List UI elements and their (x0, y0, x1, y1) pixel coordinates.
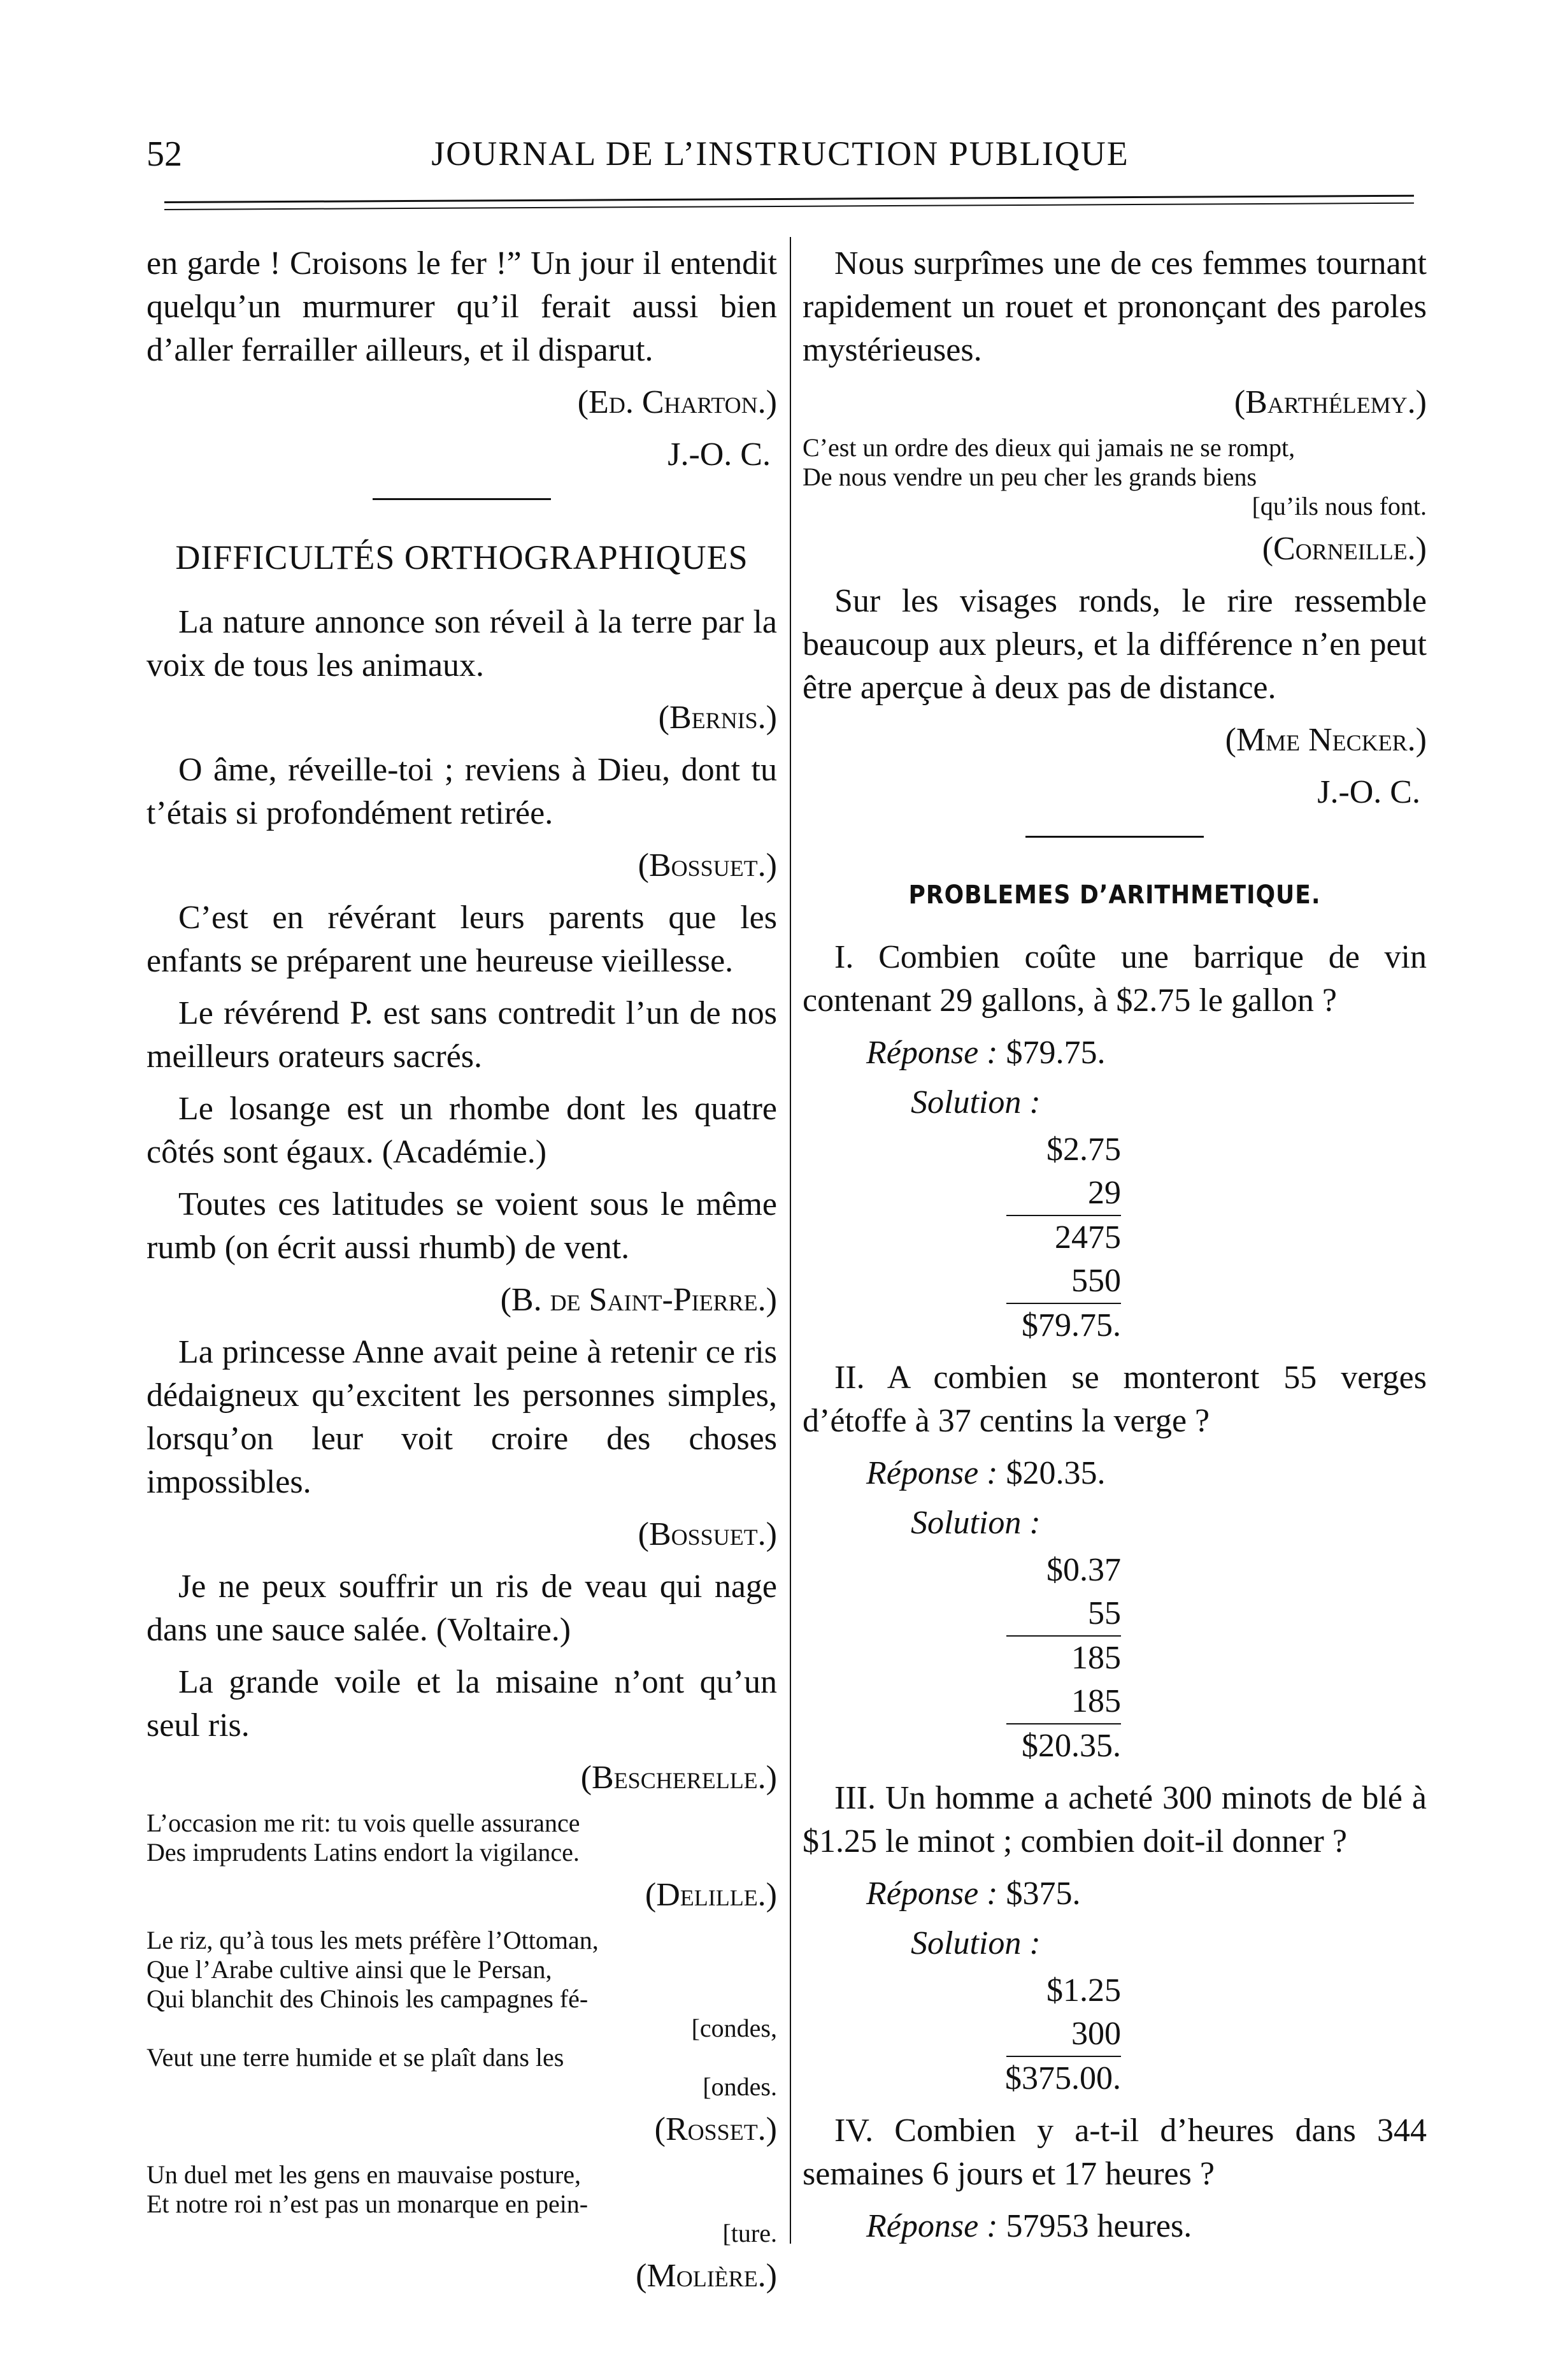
quote-2-attribution: (Corneille.) (1262, 531, 1427, 567)
verse-continuation: [condes, (691, 2014, 777, 2042)
verse-line: Veut une terre humide et se plaît dans les (146, 2043, 564, 2072)
entry-1-attribution: (Bernis.) (658, 699, 777, 736)
verse-line: Un duel met les gens en mauvaise posture, (146, 2160, 582, 2189)
calc-line: $79.75. (1022, 1307, 1121, 1344)
problem-3-answer (803, 1872, 1427, 1916)
problem-1-answer (803, 1031, 1427, 1075)
verse-line: Et notre roi n’est pas un monarque en pein- (146, 2190, 589, 2218)
calc-line: 300 (1071, 2016, 1121, 2052)
quote-3-attribution: (Mme Necker.) (1225, 722, 1427, 758)
section-heading: DIFFICULTÉS ORTHOGRAPHIQUES (175, 538, 748, 577)
left-column (146, 242, 777, 2307)
entry-7: La princesse Anne avait peine à retenir ce ris dédaigneux qu’excitent les personnes simples, lorsqu’on leur voit croire des choses impossibles. (146, 1334, 777, 1500)
calc-line: 185 (1071, 1640, 1121, 1676)
entry-4: Le révérend P. est sans contredit l’un de nos meilleurs orateurs sacrés. (146, 995, 777, 1075)
verse-line: Que l’Arabe cultive ainsi que le Persan, (146, 1955, 552, 1984)
problem-2: II. A combien se monteront 55 verges d’étoffe à 37 centins la verge ? (803, 1359, 1427, 1439)
page-header (146, 134, 1414, 185)
header-rule (164, 195, 1414, 203)
entry-6-attribution: (B. de Saint-Pierre.) (500, 1282, 777, 1318)
answer-label: Réponse : (866, 1875, 998, 1912)
problem-2-calc (803, 1549, 1427, 1768)
verse-line: De nous vendre un peu cher les grands biens (803, 462, 1257, 491)
entry-1: La nature annonce son réveil à la terre par la voix de tous les animaux. (146, 604, 777, 684)
calc-line: $375.00. (1005, 2060, 1121, 2097)
problems-heading: PROBLEMES D’ARITHMETIQUE. (908, 880, 1321, 910)
answer-label: Réponse : (866, 1455, 998, 1491)
verse-line: C’est un ordre des dieux qui jamais ne se rompt, (803, 433, 1296, 462)
answer-value: $375. (1006, 1875, 1081, 1912)
answer-value: $79.75. (1006, 1035, 1106, 1071)
verse-continuation: [ture. (722, 2219, 777, 2247)
problem-1: I. Combien coûte une barrique de vin contenant 29 gallons, à $2.75 le gallon ? (803, 939, 1427, 1019)
calc-line: 2475 (1055, 1219, 1121, 1256)
opening-paragraph: en garde ! Croisons le fer !” Un jour il entendit quelqu’un murmurer qu’il ferait aussi bien d’aller ferrailler ailleurs, et il disparut. (146, 245, 777, 368)
answer-value: $20.35. (1006, 1455, 1106, 1491)
verse-1 (146, 1809, 777, 1867)
answer-value: 57953 heures. (1006, 2208, 1192, 2244)
calc-line: $1.25 (1046, 1972, 1121, 2009)
right-signature: J.-O. C. (1317, 774, 1420, 810)
entry-9: La grande voile et la misaine n’ont qu’un seul ris. (146, 1664, 777, 1744)
section-divider (373, 498, 551, 500)
answer-label: Réponse : (866, 1035, 998, 1071)
verse-3 (146, 2160, 777, 2248)
entry-3: C’est en révérant leurs parents que les enfants se préparent une heureuse vieillesse. (146, 900, 777, 979)
entry-7-attribution: (Bossuet.) (638, 1516, 777, 1552)
calc-line: 29 (1088, 1175, 1121, 1211)
verse-continuation: [qu’ils nous font. (1252, 492, 1427, 520)
calc-line: $20.35. (1022, 1728, 1121, 1764)
column-divider (790, 237, 791, 2244)
opening-attribution: (Ed. Charton.) (577, 384, 777, 420)
entry-5: Le losange est un rhombe dont les quatre côtés sont égaux. (Académie.) (146, 1091, 777, 1170)
right-column (803, 242, 1427, 2255)
calc-line: 550 (1071, 1263, 1121, 1299)
quote-1: Nous surprîmes une de ces femmes tournant rapidement un rouet et prononçant des paroles mystérieuses. (803, 245, 1427, 368)
problem-4: IV. Combien y a-t-il d’heures dans 344 semaines 6 jours et 17 heures ? (803, 2112, 1427, 2192)
header-rule-2 (164, 203, 1414, 210)
problem-3: III. Un homme a acheté 300 minots de blé à $1.25 le minot ; combien doit-il donner ? (803, 1780, 1427, 1860)
verse-line: Des imprudents Latins endort la vigilance. (146, 1838, 580, 1867)
quote-1-attribution: (Barthélemy.) (1234, 384, 1427, 420)
entry-6: Toutes ces latitudes se voient sous le même rumb (on écrit aussi rhumb) de vent. (146, 1186, 777, 1266)
verse-3-attribution: (Molière.) (636, 2258, 777, 2294)
problem-2-answer (803, 1452, 1427, 1495)
section-divider (1025, 836, 1204, 838)
answer-label: Réponse : (866, 2208, 998, 2244)
verse-line: Qui blanchit des Chinois les campagnes fé- (146, 1984, 589, 2013)
entry-2: O âme, réveille-toi ; reviens à Dieu, dont tu t’étais si profondément retirée. (146, 752, 777, 831)
calc-line: $2.75 (1046, 1131, 1121, 1168)
calc-line: $0.37 (1046, 1552, 1121, 1588)
problem-3-calc (803, 1969, 1427, 2100)
problem-1-solution-label: Solution : (911, 1084, 1041, 1121)
verse-line: L’occasion me rit: tu vois quelle assurance (146, 1809, 580, 1837)
verse-2-attribution: (Rosset.) (654, 2111, 777, 2147)
verse-2 (146, 1926, 777, 2102)
entry-8: Je ne peux souffrir un ris de veau qui nage dans une sauce salée. (Voltaire.) (146, 1568, 777, 1648)
running-title: JOURNAL DE L’INSTRUCTION PUBLIQUE (431, 134, 1129, 173)
opening-signature: J.-O. C. (667, 436, 771, 473)
quote-3: Sur les visages ronds, le rire ressemble beaucoup aux pleurs, et la différence n’en peut être aperçue à deux pas de distance. (803, 583, 1427, 706)
verse-continuation: [ondes. (703, 2072, 777, 2101)
verse-1-attribution: (Delille.) (645, 1877, 777, 1913)
quote-2-verse (803, 433, 1427, 521)
calc-line: 55 (1088, 1595, 1121, 1631)
problem-2-solution-label: Solution : (911, 1505, 1041, 1541)
entry-2-attribution: (Bossuet.) (638, 847, 777, 884)
problem-3-solution-label: Solution : (911, 1925, 1041, 1961)
problem-1-calc (803, 1128, 1427, 1347)
problem-4-answer (803, 2205, 1427, 2248)
verse-line: Le riz, qu’à tous les mets préfère l’Ottoman, (146, 1926, 599, 1954)
entry-9-attribution: (Bescherelle.) (580, 1760, 777, 1796)
page-number: 52 (146, 134, 182, 174)
calc-line: 185 (1071, 1683, 1121, 1719)
